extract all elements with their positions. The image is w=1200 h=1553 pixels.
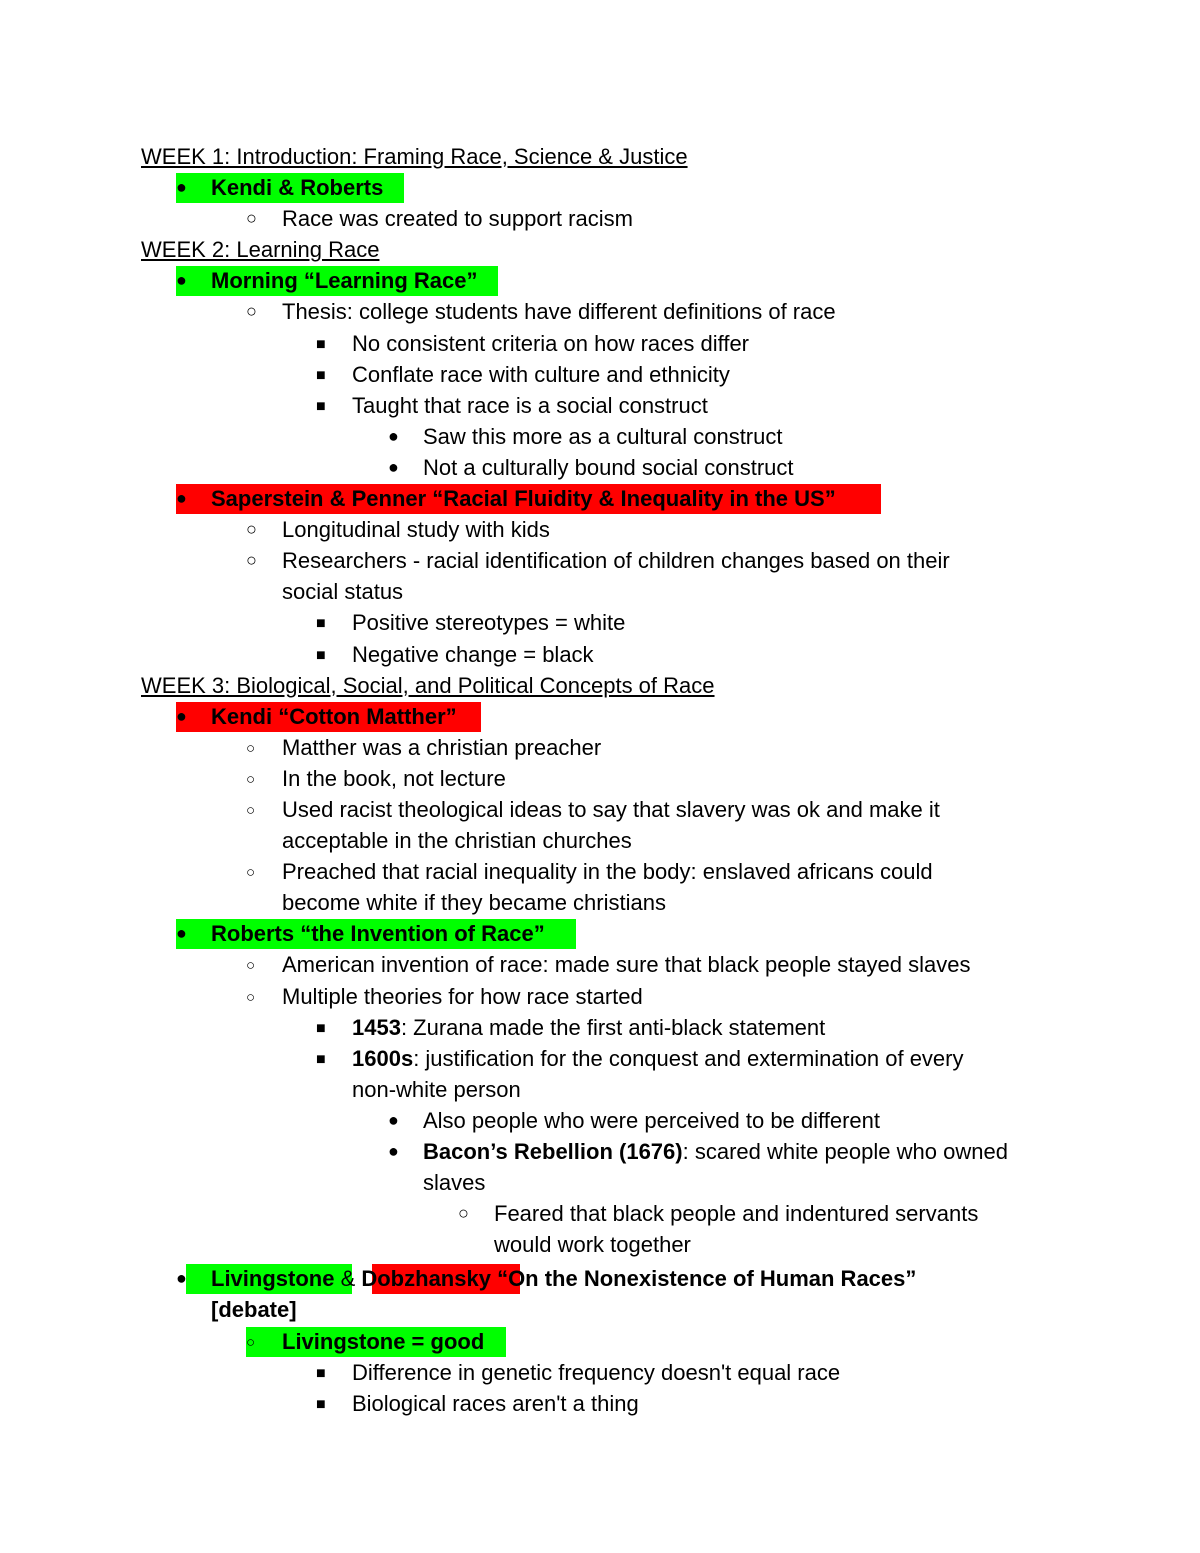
bullet-dot-icon bbox=[176, 172, 206, 203]
bullet-ring-icon bbox=[246, 794, 276, 826]
bullet-dot-icon bbox=[176, 918, 206, 949]
sub-sub-bullet-conflate: ■ Conflate race with culture and ethnicity bbox=[0, 359, 1200, 390]
sub-bullet-researchers: ○ Researchers - racial identification of children changes based on their bbox=[0, 545, 1200, 576]
bullet-square-icon bbox=[316, 390, 346, 422]
bullet-dot-icon bbox=[388, 1136, 418, 1167]
bullet-ring-icon bbox=[246, 545, 276, 576]
continuation-line: would work together bbox=[494, 1232, 691, 1258]
continuation-line: social status bbox=[282, 579, 404, 605]
sub-bullet-multiple-theories: ○ Multiple theories for how race started bbox=[0, 981, 1200, 1012]
bullet-square-icon bbox=[316, 359, 346, 391]
bullet-square-icon bbox=[316, 607, 346, 639]
bullet-livingstone-dobzhansky: ● Livingstone & Dobzhansky “On the Nonexistence of Human Races” bbox=[0, 1263, 1200, 1294]
sub-sub-bullet-taught: ■ Taught that race is a social construct bbox=[0, 390, 1200, 421]
continuation-line: non-white person bbox=[352, 1076, 521, 1102]
bullet-dot-icon bbox=[176, 483, 206, 514]
bullet-dot-icon bbox=[176, 701, 206, 732]
bullet-kendi-cotton: ● Kendi “Cotton Matther” bbox=[0, 701, 1200, 732]
bullet-ring-icon bbox=[458, 1198, 488, 1229]
bullet-ring-icon bbox=[246, 856, 276, 888]
sub-sub-bullet-1600s: ■ 1600s: justification for the conquest and extermination of every bbox=[0, 1043, 1200, 1074]
week-3-heading: WEEK 3: Biological, Social, and Political Concepts of Race bbox=[141, 672, 715, 698]
sub-sub-bullet-1453: ■ 1453: Zurana made the first anti-black statement bbox=[0, 1012, 1200, 1043]
week-2-heading: WEEK 2: Learning Race bbox=[141, 237, 380, 263]
bullet-square-icon bbox=[316, 328, 346, 360]
continuation-line: acceptable in the christian churches bbox=[282, 828, 632, 854]
sub-bullet-preached: ○ Preached that racial inequality in the body: enslaved africans could bbox=[0, 856, 1200, 887]
bullet-ring-icon bbox=[246, 981, 276, 1013]
bullet-dot-icon bbox=[388, 1105, 418, 1136]
sub-bullet-in-book: ○ In the book, not lecture bbox=[0, 763, 1200, 794]
bullet-square-icon bbox=[316, 1357, 346, 1389]
week-1-heading: WEEK 1: Introduction: Framing Race, Science & Justice bbox=[141, 144, 688, 169]
continuation-line: slaves bbox=[423, 1170, 486, 1196]
continuation-line: become white if they became christians bbox=[282, 890, 666, 916]
bullet-dot-icon bbox=[176, 265, 206, 296]
bullet-dot-icon bbox=[388, 452, 418, 483]
sub-sub-bullet-biological: ■ Biological races aren't a thing bbox=[0, 1388, 1200, 1419]
bullet-ring-icon bbox=[246, 763, 276, 795]
bullet-saperstein: ● Saperstein & Penner “Racial Fluidity & Inequality in the US” bbox=[0, 483, 1200, 514]
sub-bullet-race-created: ○ Race was created to support racism bbox=[0, 203, 1200, 234]
sub-bullet-american-invention: ○ American invention of race: made sure that black people stayed slaves bbox=[0, 949, 1200, 980]
document-body bbox=[0, 141, 1200, 1419]
level5-bullet-feared: ○ Feared that black people and indentured servants bbox=[0, 1198, 1200, 1229]
bullet-square-icon bbox=[316, 1388, 346, 1420]
bullet-ring-icon bbox=[246, 296, 276, 327]
continuation-line: [debate] bbox=[211, 1297, 297, 1323]
level4-bullet-bacon: ● Bacon’s Rebellion (1676): scared white people who owned bbox=[0, 1136, 1200, 1167]
bullet-ring-icon bbox=[246, 1326, 276, 1358]
bullet-ring-icon bbox=[246, 203, 276, 234]
bullet-kendi-roberts: ● Kendi & Roberts bbox=[0, 172, 1200, 203]
bullet-ring-icon bbox=[246, 949, 276, 981]
bullet-square-icon bbox=[316, 639, 346, 671]
sub-bullet-used-racist: ○ Used racist theological ideas to say that slavery was ok and make it bbox=[0, 794, 1200, 825]
bullet-square-icon bbox=[316, 1043, 346, 1075]
bullet-ring-icon bbox=[246, 732, 276, 764]
bullet-dot-icon bbox=[388, 421, 418, 452]
sub-sub-bullet-negative: ■ Negative change = black bbox=[0, 639, 1200, 670]
level4-bullet-also-people: ● Also people who were perceived to be different bbox=[0, 1105, 1200, 1136]
sub-bullet-thesis: ○ Thesis: college students have different definitions of race bbox=[0, 296, 1200, 327]
sub-sub-bullet-difference: ■ Difference in genetic frequency doesn't equal race bbox=[0, 1357, 1200, 1388]
sub-sub-bullet-positive: ■ Positive stereotypes = white bbox=[0, 607, 1200, 638]
level4-bullet-not-culturally: ● Not a culturally bound social construct bbox=[0, 452, 1200, 483]
sub-bullet-matther-preacher: ○ Matther was a christian preacher bbox=[0, 732, 1200, 763]
bullet-square-icon bbox=[316, 1012, 346, 1044]
bullet-morning: ● Morning “Learning Race” bbox=[0, 265, 1200, 296]
bullet-dot-icon bbox=[176, 1263, 206, 1294]
level4-bullet-saw-this: ● Saw this more as a cultural construct bbox=[0, 421, 1200, 452]
bullet-ring-icon bbox=[246, 514, 276, 545]
sub-bullet-livingstone-good: ○ Livingstone = good bbox=[0, 1326, 1200, 1357]
sub-bullet-longitudinal: ○ Longitudinal study with kids bbox=[0, 514, 1200, 545]
bullet-roberts-invention: ● Roberts “the Invention of Race” bbox=[0, 918, 1200, 949]
sub-sub-bullet-no-consistent: ■ No consistent criteria on how races differ bbox=[0, 328, 1200, 359]
